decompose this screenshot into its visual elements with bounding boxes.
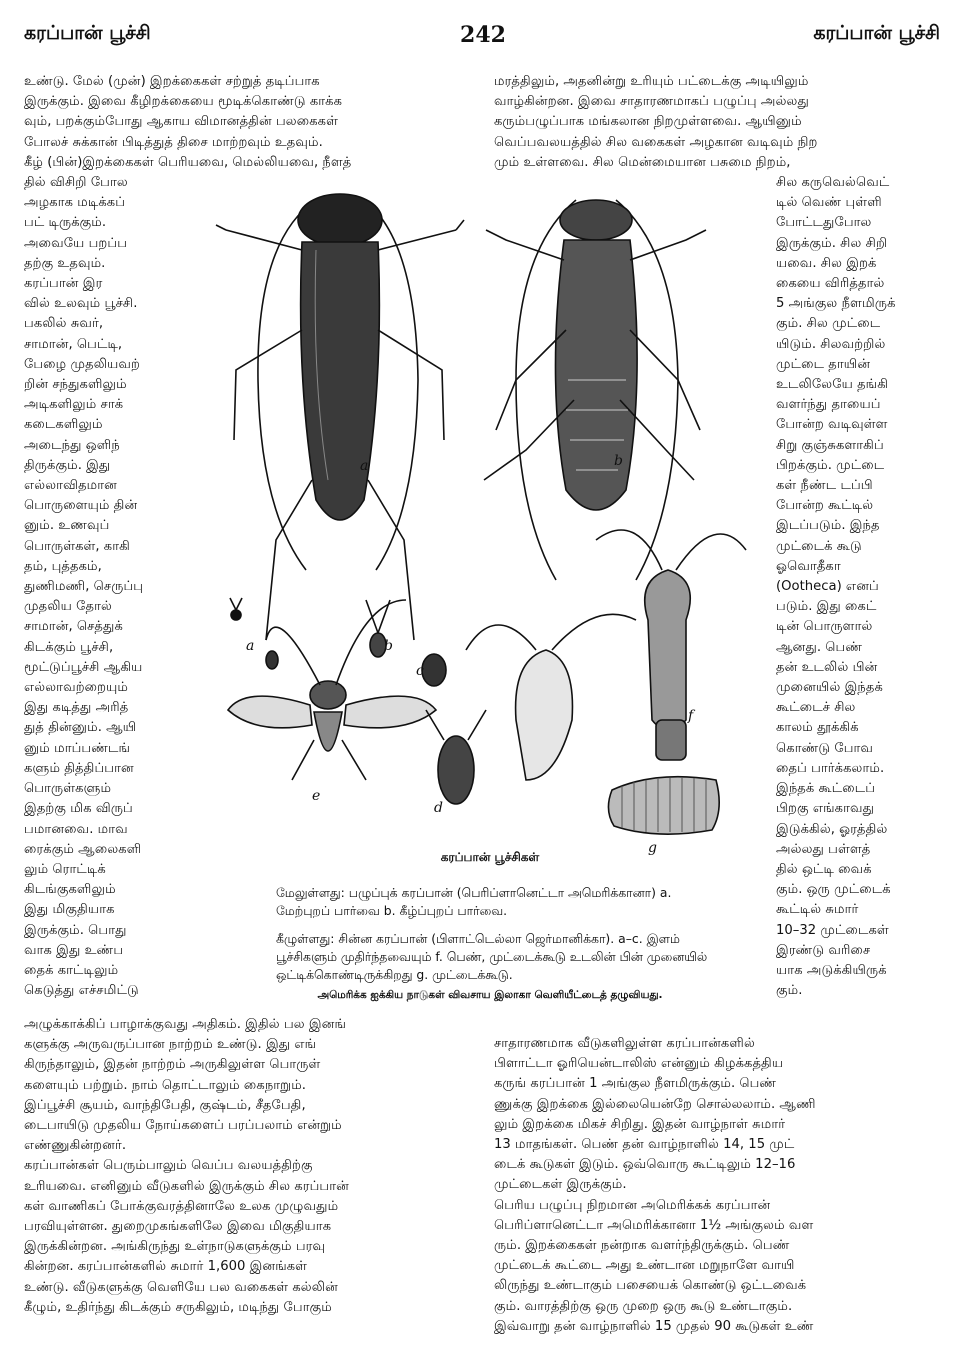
text-line: இந்தக் கூட்டைப் (776, 781, 876, 797)
text-line: ஓவொதீகா (776, 558, 841, 574)
figure-label-c-small: c (416, 663, 424, 679)
text-line: கடைகளிலும் (24, 417, 103, 433)
text-line: படும். இது கைட் (776, 599, 877, 615)
text-line: கரப்பான்கள் பெரும்பாலும் வெப்ப வலயத்திற்கு (24, 1158, 313, 1174)
text-line: சிறு குஞ்சுகளாகிப் (776, 437, 884, 453)
text-line: அல்லது பள்ளத் (776, 841, 871, 857)
text-line: கீழும், உதிர்ந்து கிடக்கும் சருகிலும், மடிந்து போகும் (24, 1299, 332, 1315)
text-line: கின்றன. கரப்பான்களில் சுமார் 1,600 இனங்கள் (24, 1259, 308, 1275)
text-line: கும். (776, 983, 803, 999)
text-line: கூட்டைச் சில (776, 700, 856, 716)
text-line: முட்டைகள் இருக்கும். (494, 1177, 627, 1193)
text-line: முட்டைக் கூட்டை அது உண்டான மறுநாளே வாயி (494, 1258, 795, 1274)
text-line: அடைந்து ஒளிந் (24, 437, 120, 453)
text-line: வில் உலவும் பூச்சி. (24, 296, 138, 312)
text-line: எல்லாவற்றையும் (24, 680, 129, 696)
text-top-left (24, 72, 476, 173)
figure-title: கரப்பான் பூச்சிகள் (440, 850, 540, 864)
text-line: காலம் தூக்கிக் (776, 720, 859, 736)
text-line: போட்டதுபோல (776, 215, 872, 231)
text-line: லும் இறக்கை மிகச் சிறிது. இதன் வாழ்நாள் சுமார் (494, 1116, 786, 1132)
text-line: 13 மாதங்கள். பெண் தன் வாழ்நாளில் 14, 15 முட் (494, 1137, 795, 1153)
text-line: பகலில் சுவர், (24, 316, 104, 332)
text-line: சில கருவெல்வெட் (776, 175, 890, 190)
text-line: இரண்டு வரிசை (776, 942, 871, 958)
cockroach-drawing (216, 180, 764, 856)
figure-label-d: d (434, 800, 443, 816)
text-bottom-right (494, 1034, 944, 1337)
text-bottom-left (24, 1015, 476, 1318)
text-line: பூச்சிகளும் முதிர்ந்தவையும் f. பெண், முட்டைக்கூடு உடலின் பின் முனையில் (276, 949, 708, 964)
text-line: கரப்பான் இர (24, 276, 103, 292)
text-line: வெப்பவலயத்தில் சில வகைகள் அழகான வடிவும் நிற (494, 134, 818, 150)
text-line: 10–32 முட்டைகள் (776, 922, 889, 938)
text-line: கூட்டில் சுமார் (776, 902, 859, 918)
cockroach-illustration (216, 180, 764, 856)
figure-label-g: g (648, 840, 657, 856)
figure-label-b-top: b (614, 453, 623, 469)
text-line: ஒட்டிக்கொண்டிருக்கிறது g. முட்டைக்கூடு. (276, 967, 513, 982)
text-line: போன்ற கூட்டில் (776, 498, 874, 514)
text-line: உரியவை. எனினும் வீடுகளில் இருக்கும் சில கரப்பான் (24, 1178, 349, 1194)
text-line: சாமான், பெட்டி, (24, 336, 123, 352)
text-line: இது மிகுதியாக (24, 902, 115, 918)
text-line: ரைக்கும் ஆலைகளி (24, 841, 142, 857)
text-line: இப்பூச்சி சூயம், வாந்திபேதி, குஷ்டம், சீதபேதி, (24, 1097, 306, 1113)
text-line: அடிகளிலும் சாக் (24, 397, 124, 413)
text-line: மரத்திலும், அதனின்று உரியும் பட்டைக்கு அடியிலும் (494, 74, 809, 89)
text-line: பொருள்களும் (24, 781, 112, 797)
figure-caption-lower (276, 930, 762, 984)
text-line: முனையில் இந்தக் (776, 680, 883, 696)
text-line: பேழை முதலியவற் (24, 356, 141, 372)
figure-caption-upper (276, 884, 762, 920)
text-line: மும் உள்ளவை. சில மென்மையான பசுமை நிறம், (494, 154, 791, 170)
text-line: துணிமணி, செருப்பு (24, 579, 144, 595)
text-line: களுக்கு அருவருப்பான நாற்றம் உண்டு. இது எங் (24, 1037, 317, 1053)
text-line: றின் சந்துகளிலும் (24, 377, 127, 393)
text-line: கரும்பழுப்பாக மங்கலான நிறமுள்ளவை. ஆயினும் (494, 114, 802, 130)
text-line: பட் டிருக்கும். (24, 215, 107, 231)
figure-label-e: e (312, 788, 321, 804)
text-line: இருக்கும். பொது (24, 922, 127, 938)
figure-label-a-small: a (246, 638, 255, 654)
text-line: அழுக்காக்கிப் பாழாக்குவது அதிகம். இதில் பல இனங் (24, 1017, 347, 1032)
page-number: 242 (460, 22, 506, 48)
text-line: 5 அங்குல நீளமிருக் (776, 296, 896, 312)
text-line: இடப்படும். இந்த (776, 518, 880, 534)
text-top-right (494, 72, 944, 173)
text-line: ணுக்கு இறக்கை இல்லையென்றே சொல்லலாம். ஆணி (494, 1096, 816, 1112)
text-line: இடுக்கில், ஓரத்தில் (776, 821, 888, 837)
text-line: உண்டு. வீடுகளுக்கு வெளியே பல வகைகள் கல்லின் (24, 1279, 338, 1295)
text-line: பெரிய பழுப்பு நிறமான அமெரிக்கக் கரப்பான் (494, 1197, 771, 1213)
text-line: பமானவை. மாவ (24, 821, 128, 837)
text-line: பொருள்கள், காகி (24, 538, 130, 554)
text-line: வாழ்கின்றன. இவை சாதாரணமாகப் பழுப்பு அல்லது (494, 94, 809, 110)
text-line: பிறகு எங்காவது (776, 801, 875, 817)
text-line: தில் ஒட்டி வைக் (776, 861, 872, 877)
text-line: கீழுள்ளது: சின்ன கரப்பான் (பிளாட்டெல்லா ஜெர்மானிக்கா). a–c. இளம் (276, 931, 680, 946)
text-line: இவ்வாறு தன் வாழ்நாளில் 15 முதல் 90 கூடுகள் உண் (494, 1318, 814, 1334)
figure-label-f: f (688, 708, 694, 724)
text-line: கிடங்குகளிலும் (24, 882, 116, 898)
text-line: டின் பொருளால் (776, 619, 873, 635)
text-line: சாதாரணமாக வீடுகளிலுள்ள கரப்பான்களில் (494, 1036, 755, 1051)
figure-credit: அமெரிக்க ஐக்கிய நாடுகள் விவசாய இலாகா வெளியீட்டைத் தழுவியது. (317, 989, 663, 1001)
text-line: ஆனது. பெண் (776, 639, 863, 655)
text-line: டைக் கூடுகள் இடும். ஒவ்வொரு கூட்டிலும் 12–16 (494, 1157, 796, 1173)
text-line: ரும். இறக்கைகள் நன்றாக வளர்ந்திருக்கும். பெண் (494, 1238, 790, 1254)
text-line: கையை விரித்தால் (776, 276, 885, 292)
text-line: எல்லாவிதமான (24, 478, 117, 494)
running-header-left: கரப்பான் பூச்சி (24, 22, 151, 44)
running-header-right: கரப்பான் பூச்சி (813, 22, 940, 44)
text-line: தைப் பார்க்கலாம். (776, 760, 885, 776)
text-line: முதலிய தோல் (24, 599, 112, 615)
text-line: கிடக்கும் பூச்சி, (24, 639, 114, 655)
text-line: தில் விசிறி போல (24, 175, 128, 190)
text-line: பரவியுள்ளன. துறைமுகங்களிலே இவை மிகுதியாக (24, 1219, 332, 1235)
text-line: களும் தித்திப்பான (24, 760, 134, 776)
text-line: வாக இது உண்ப (24, 942, 124, 958)
figure-label-a-top: a (360, 458, 369, 474)
text-line: கும். வாரத்திற்கு ஒரு முறை ஒரு கூடு உண்டாகும். (494, 1298, 793, 1314)
text-line: தற்கு உதவும். (24, 255, 106, 271)
text-line: கும். சில முட்டை (776, 316, 881, 332)
figure-label-b-small: b (384, 638, 393, 654)
text-line: முட்டை தாயின் (776, 356, 871, 372)
text-left-column (24, 173, 202, 1001)
text-line: மூட்டுப்பூச்சி ஆகிய (24, 659, 143, 675)
text-line: தைக் காட்டிலும் (24, 962, 119, 978)
text-line: போலச் சுக்கான் பிடித்துத் திசை மாற்றவும் உதவும். (24, 134, 323, 150)
text-line: இருக்கும். சில சிறி (776, 235, 888, 251)
text-line: யாக அடுக்கியிருக் (776, 962, 887, 978)
text-line: சாமான், செத்துக் (24, 619, 123, 635)
text-line: அழகாக மடிக்கப் (24, 195, 126, 211)
text-line: தம், புத்தகம், (24, 558, 102, 574)
text-line: கள் நீண்ட டப்பி (776, 478, 873, 494)
text-line: பிறக்கும். முட்டை (776, 457, 885, 473)
text-line: கொண்டு போவ (776, 740, 874, 756)
text-line: பெரிப்ளானெட்டா அமெரிக்கானா 1½ அங்குலம் வள (494, 1217, 814, 1233)
text-line: யவை. சில இறக் (776, 255, 877, 271)
text-line: டைபாயிடு முதலிய நோய்களைப் பரப்பலாம் என்றும் (24, 1118, 342, 1134)
text-line: இருக்கின்றன. அங்கிருந்து உள்நாடுகளுக்கும் பரவு (24, 1239, 326, 1255)
text-line: லும் ரொட்டிக் (24, 861, 106, 877)
text-line: டில் வெண் புள்ளி (776, 195, 882, 211)
text-line: கெடுத்து எச்சமிட்டு (24, 983, 139, 999)
text-line: கருங் கரப்பான் 1 அங்குல நீளமிருக்கும். பெண் (494, 1076, 777, 1092)
text-line: துத் தின்னும். ஆயி (24, 720, 137, 736)
text-line: கீழ் (பின்)இறக்கைகள் பெரியவை, மெல்லியவை, நீளத் (24, 154, 352, 170)
text-line: இதற்கு மிக விருப் (24, 801, 133, 817)
text-line: பொருளையும் தின் (24, 498, 138, 514)
text-line: போன்ற வடிவுள்ள (776, 417, 888, 433)
text-line: மேற்புறப் பார்வை b. கீழ்ப்புறப் பார்வை. (276, 903, 508, 918)
text-line: முட்டைக் கூடு (776, 538, 862, 554)
text-line: கிருந்தாலும், இதன் நாற்றம் அருகிலுள்ள பொருள் (24, 1057, 321, 1073)
text-line: பிளாட்டா ஓரியென்டாலிஸ் என்னும் கிழக்கத்திய (494, 1056, 784, 1072)
text-line: உடலிலேயே தங்கி (776, 377, 889, 393)
text-line: களையும் பற்றும். நாம் தொட்டாலும் கைநாறும். (24, 1077, 306, 1093)
text-line: கள் வாணிகப் போக்குவரத்தினாலே உலக முழுவதும் (24, 1198, 339, 1214)
text-line: தன் உடலில் பின் (776, 659, 878, 675)
text-line: னும். உணவுப் (24, 518, 110, 534)
text-line: யிடும். சிலவற்றில் (776, 336, 886, 352)
text-line: வும், பறக்கும்போது ஆகாய விமானத்தின் பலகைகள் (24, 114, 338, 130)
text-line: அவையே பறப்ப (24, 235, 128, 251)
text-line: உண்டு. மேல் (முன்) இறக்கைகள் சற்றுத் தடிப்பாக (24, 74, 320, 89)
text-line: வளர்ந்து தாயைப் (776, 397, 881, 413)
text-right-column (776, 173, 946, 1001)
text-line: னும் மாப்பண்டங் (24, 740, 131, 756)
text-line: (Ootheca) எனப் (776, 579, 879, 595)
text-line: கும். ஒரு முட்டைக் (776, 882, 891, 898)
text-line: மேலுள்ளது: பழுப்புக் கரப்பான் (பெரிப்ளானெட்டா அமெரிக்கானா) a. (276, 885, 672, 900)
text-line: எண்ணுகின்றனர். (24, 1138, 127, 1154)
text-line: லிருந்து உண்டாகும் பசையைக் கொண்டு ஒட்டவைக் (494, 1278, 807, 1294)
text-line: திருக்கும். இது (24, 457, 111, 473)
text-line: இருக்கும். இவை கீழிறக்கையை மூடிக்கொண்டு காக்க (24, 94, 343, 110)
text-line: இது கடித்து அரித் (24, 700, 129, 716)
